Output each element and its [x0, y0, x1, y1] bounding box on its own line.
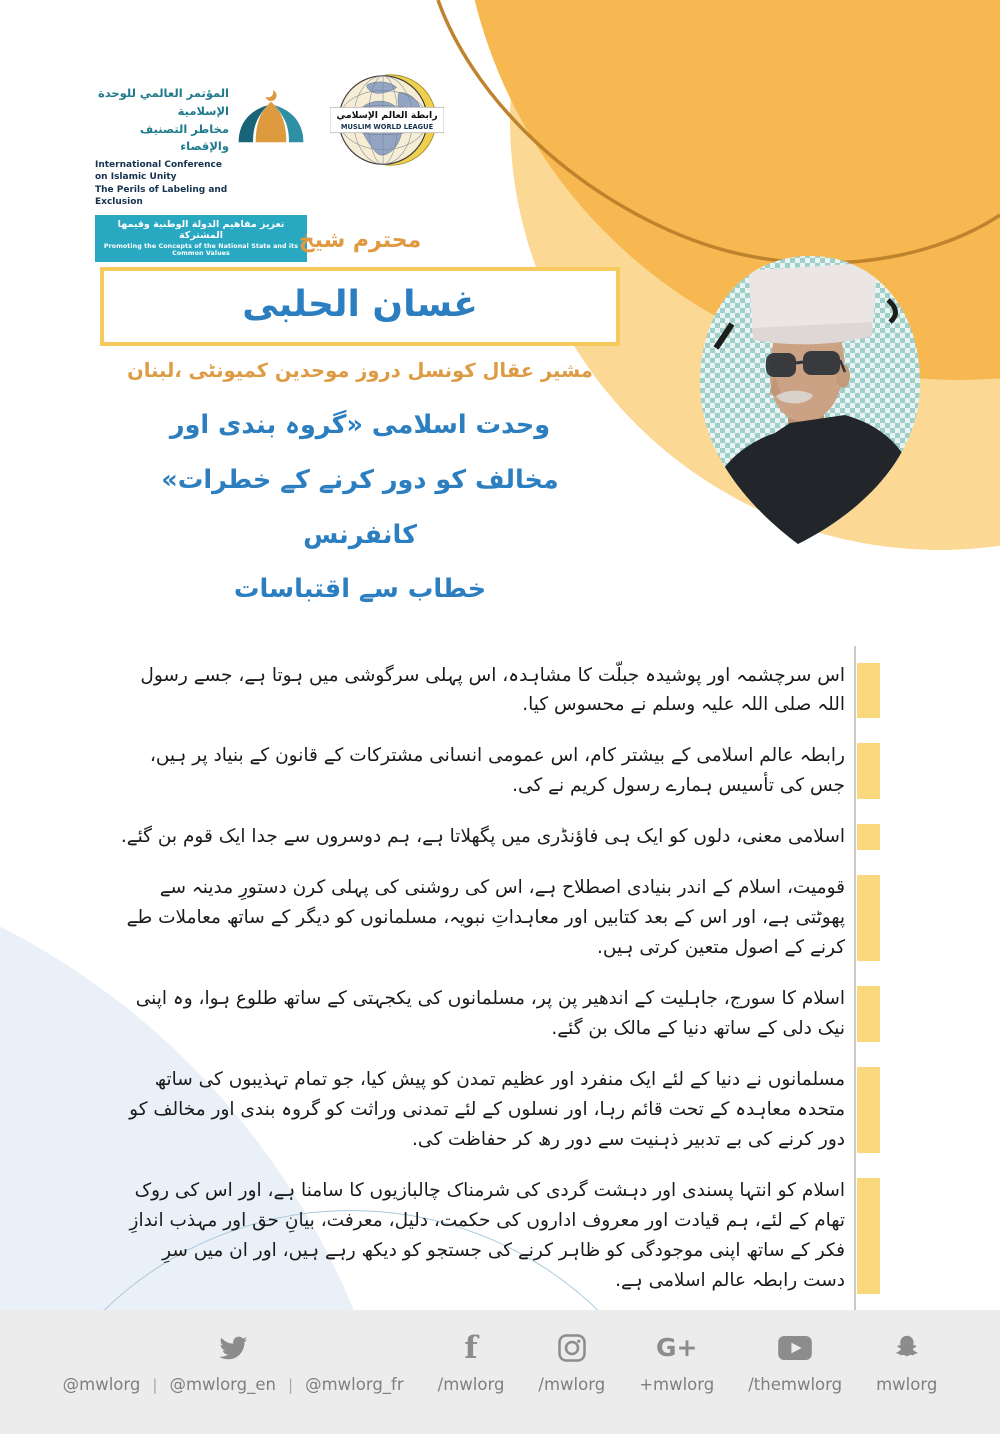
- youtube-handle[interactable]: /themwlorg: [748, 1375, 843, 1394]
- twitter-handle-fr[interactable]: @mwlorg_fr: [305, 1375, 404, 1394]
- conference-banner-arabic: تعزيز مفاهيم الدولة الوطنية وقيمها المشتركة: [117, 218, 285, 241]
- highlight-bar: [857, 663, 880, 719]
- highlight-bar: [857, 1067, 880, 1153]
- quote-text: اسلامی معنی، دلوں کو ایک ہی فاؤنڈری میں پگھلاتا ہے، ہم دوسروں سے جدا ایک قوم بن گئے.: [120, 826, 845, 848]
- googleplus-icon: G+: [655, 1333, 698, 1362]
- separator: |: [288, 1375, 294, 1394]
- speaker-name: غسان الحلبی: [242, 284, 478, 325]
- social-snapchat[interactable]: [876, 1332, 937, 1394]
- highlight-bar: [857, 875, 880, 961]
- facebook-handle[interactable]: /mwlorg: [437, 1375, 505, 1394]
- instagram-handle[interactable]: /mwlorg: [538, 1375, 606, 1394]
- quote-text: مسلمانوں نے دنیا کے لئے ایک منفرد اور عظیم تمدن کو پیش کیا، جو تمام تہذیبوں کی ساتھ متحدہ معاہدہ کے تحت قائم رہا، اور نسلوں کے لئے تمدنی وراثت کو گروہ بندی اور مخالف کو دور کرنے کی بے تدبیر ذہنیت سے دور رھ کر حفاظت کی.: [129, 1069, 845, 1151]
- conference-banner-english: Promoting the Concepts of the National State and its Common Values: [103, 242, 299, 257]
- twitter-handle-ar[interactable]: @mwlorg: [62, 1375, 141, 1394]
- social-youtube[interactable]: [748, 1332, 842, 1394]
- quote-paragraph: [115, 1176, 845, 1296]
- globe-icon: [330, 70, 444, 174]
- quote-text: اسلام کا سورج، جاہلیت کے اندھیر پن پر، مسلمانوں کی یکجہتی کے ساتھ طلوع ہوا، وہ اپنی نیک دلی کے ساتھ دنیا کے مالک بن گئے.: [135, 988, 845, 1040]
- quote-paragraph: [115, 1065, 845, 1155]
- highlight-bar: [857, 1178, 880, 1294]
- mosque-dome-icon: [235, 85, 307, 149]
- youtube-icon: [778, 1332, 812, 1364]
- title-line-3: خطاب سے اقتباسات: [233, 574, 487, 605]
- quote-paragraph: [115, 984, 845, 1044]
- quote-paragraph: [115, 822, 845, 852]
- footer: [0, 1310, 1000, 1434]
- header-block: [100, 228, 620, 617]
- conference-title-urdu: [100, 398, 620, 617]
- social-twitter[interactable]: [63, 1332, 404, 1394]
- conference-title-arabic-line1: المؤتمر العالمي للوحدة الإسلامية: [97, 86, 229, 118]
- quotes-section: [115, 642, 845, 1317]
- quote-paragraph: [115, 661, 845, 721]
- speaker-name-box: [100, 267, 620, 346]
- quote-text: اس سرچشمہ اور پوشیدہ جبلّت کا مشاہدہ، اس پہلی سرگوشی میں ہوتا ہے، جسے رسول اللہ صلی اللہ علیہ وسلم نے محسوس کیا.: [140, 664, 845, 716]
- title-line-2: مخالف کو دور کرنے کے خطرات» کانفرنس: [161, 464, 559, 550]
- twitter-handle-en[interactable]: @mwlorg_en: [169, 1375, 277, 1394]
- facebook-icon: f: [464, 1330, 478, 1366]
- googleplus-handle[interactable]: +mwlorg: [639, 1375, 715, 1394]
- snapchat-icon: [892, 1332, 922, 1364]
- quote-text: اسلام کو انتہا پسندی اور دہشت گردی کی شرمناک چالبازیوں کا سامنا ہے، اور اس کی روک تھام کے لئے، ہم قیادت اور معروف اداروں کی حکمت، دلیل، معرفت، بیانِ حق اور مہذب اندازِ فکر کے ساتھ اپنی موجودگی کو ظاہر کرنے کی جستجو کو دیکھ رہے ہیں، اور ان میں سرِ دست رابطہ عالم اسلامی ہے.: [129, 1180, 845, 1291]
- quote-text: رابطہ عالم اسلامی کے بیشتر کام، اس عمومی انسانی مشترکات کے قانون کے بنیاد پر ہیں، جس کی تأسیس ہمارے رسول کریم نے کی.: [149, 745, 845, 797]
- speaker-photo: [688, 248, 932, 548]
- twitter-icon: [217, 1332, 250, 1364]
- social-googleplus[interactable]: [639, 1332, 714, 1394]
- highlight-bar: [857, 824, 880, 850]
- kicker-respected-sheikh: محترم شیخ: [298, 228, 422, 253]
- social-instagram[interactable]: [538, 1332, 605, 1394]
- speaker-role: مشیر عقال کونسل دروز موحدین کمیونٹی ،لبنان: [127, 359, 593, 382]
- title-line-1: وحدت اسلامی «گروہ بندی اور: [169, 410, 551, 440]
- conference-title-english-line1: International Conference on Islamic Unity: [95, 160, 222, 183]
- mwl-name-english: MUSLIM WORLD LEAGUE: [340, 122, 434, 131]
- separator: |: [152, 1375, 158, 1394]
- highlight-bar: [857, 986, 880, 1042]
- instagram-icon: [557, 1332, 587, 1364]
- snapchat-handle[interactable]: mwlorg: [876, 1375, 938, 1394]
- mwl-logo: [330, 70, 444, 178]
- quote-text: قومیت، اسلام کے اندر بنیادی اصطلاح ہے، اس کی روشنی کی پہلی کرن دستورِ مدینہ سے پھوٹتی ہے، اور اس کے بعد کتابیں اور معاہداتِ نبویہ، مسلمانوں کو دیگر کے ساتھ معاملات طے کرنے کے اصول متعین کرتی ہیں.: [126, 877, 845, 959]
- highlight-bar: [857, 743, 880, 799]
- conference-title-english-line2: The Perils of Labeling and Exclusion: [95, 184, 228, 207]
- quote-paragraph: [115, 741, 845, 801]
- social-facebook[interactable]: [438, 1332, 505, 1394]
- quote-paragraph: [115, 873, 845, 963]
- mwl-name-arabic: رابطة العالم الإسلامي: [336, 110, 438, 122]
- conference-title-arabic-line2: مخاطر التصنيف والإقصاء: [139, 121, 229, 154]
